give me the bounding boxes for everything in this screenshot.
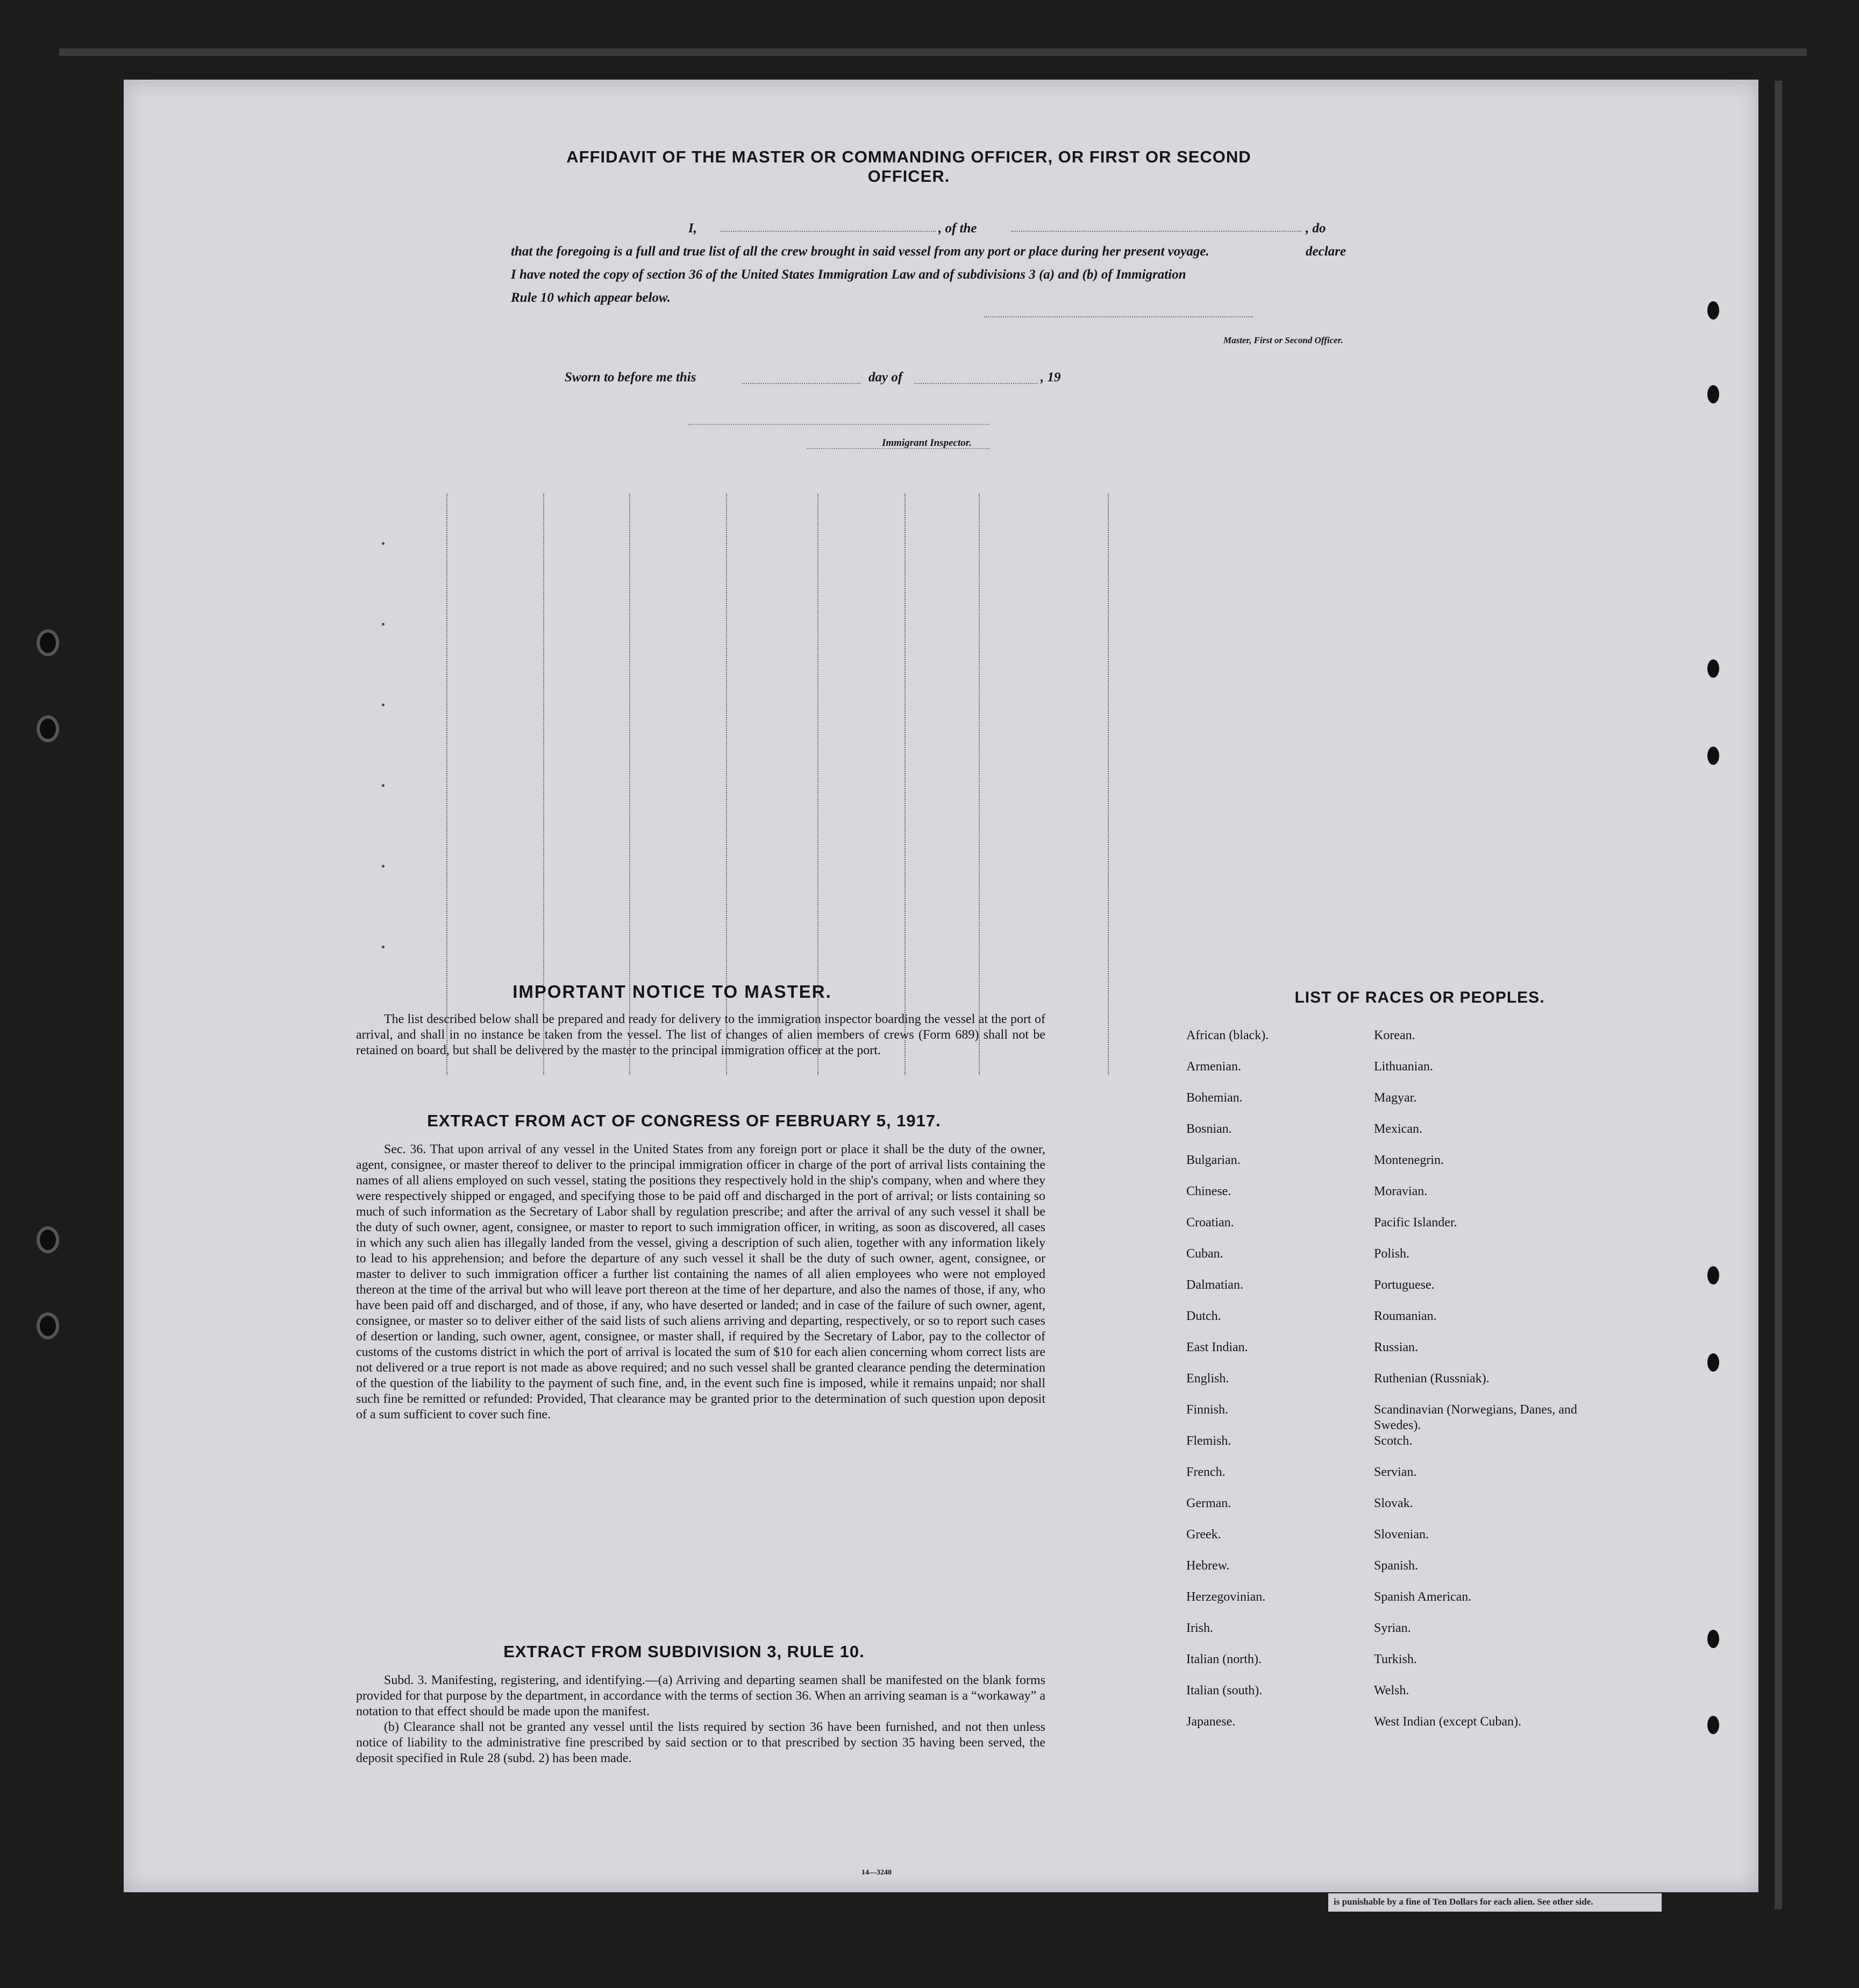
race-item: Syrian. bbox=[1374, 1621, 1411, 1635]
race-item: Bosnian. bbox=[1186, 1122, 1232, 1136]
row-marker bbox=[382, 946, 384, 948]
binder-hole bbox=[37, 1312, 59, 1339]
row-marker bbox=[382, 784, 384, 787]
affidavit-of-the: , of the bbox=[938, 221, 977, 236]
race-item: Welsh. bbox=[1374, 1684, 1409, 1698]
rule-subdivision-b: (b) Clearance shall not be granted any vessel until the lists required by section 36 have been furnished, and not then unless notice of liability to the administrative fine prescribed by said section or to that prescribed by section 35 having been served, the deposit specified in Rule 28 (subd. 2) has been made. bbox=[356, 1720, 1045, 1765]
race-item: Armenian. bbox=[1186, 1060, 1241, 1074]
sworn-day-field[interactable] bbox=[742, 383, 860, 384]
race-item: Russian. bbox=[1374, 1340, 1419, 1354]
race-item: Chinese. bbox=[1186, 1184, 1231, 1198]
inspector-label: Immigrant Inspector. bbox=[882, 437, 972, 449]
race-item: East Indian. bbox=[1186, 1340, 1248, 1354]
affidavit-i: I, bbox=[688, 221, 697, 236]
race-item: Bulgarian. bbox=[1186, 1153, 1241, 1167]
sworn-year: , 19 bbox=[1041, 370, 1061, 385]
manifest-page bbox=[124, 80, 1758, 1892]
rule-subdivision-a: Subd. 3. Manifesting, registering, and identifying.—(a) Arriving and departing seamen shall be manifested on the blank forms provided for that purpose by the department, in accordance with the terms of section 36. When an arriving seaman is a “workaway” a notation to that effect should be made upon the manifest. bbox=[356, 1673, 1045, 1719]
race-item: Polish. bbox=[1374, 1247, 1410, 1261]
race-item: German. bbox=[1186, 1496, 1231, 1510]
race-item: African (black). bbox=[1186, 1028, 1269, 1042]
race-item: French. bbox=[1186, 1465, 1226, 1479]
races-title: LIST OF RACES OR PEOPLES. bbox=[1294, 989, 1545, 1006]
race-item: Scandinavian (Norwegians, Danes, and Swedes). bbox=[1374, 1403, 1577, 1432]
race-item: Spanish. bbox=[1374, 1559, 1419, 1573]
vessel-name-field[interactable] bbox=[1011, 231, 1301, 232]
act-extract-text bbox=[356, 1142, 1045, 1423]
scan-border-top bbox=[59, 48, 1807, 56]
race-item: Lithuanian. bbox=[1374, 1060, 1433, 1074]
race-item: Slovenian. bbox=[1374, 1528, 1429, 1542]
row-marker bbox=[382, 542, 384, 545]
race-item: Magyar. bbox=[1374, 1091, 1417, 1105]
race-item: Mexican. bbox=[1374, 1122, 1422, 1136]
row-marker bbox=[382, 704, 384, 706]
sworn-month-field[interactable] bbox=[914, 383, 1038, 384]
race-item: Dalmatian. bbox=[1186, 1278, 1243, 1292]
officer-signature-field[interactable] bbox=[984, 316, 1253, 317]
footer-note-strip bbox=[1328, 1893, 1662, 1912]
races-left-column bbox=[1186, 1028, 1364, 1745]
footer-note: is punishable by a fine of Ten Dollars for each alien. See other side. bbox=[1334, 1897, 1593, 1907]
binder-hole bbox=[37, 715, 59, 742]
race-item: Dutch. bbox=[1186, 1309, 1221, 1323]
punch-hole bbox=[1707, 1266, 1719, 1284]
race-item: Montenegrin. bbox=[1374, 1153, 1444, 1167]
affidavit-line-4: Rule 10 which appear below. bbox=[511, 290, 671, 305]
race-item: Herzegovinian. bbox=[1186, 1590, 1266, 1604]
punch-hole bbox=[1707, 747, 1719, 765]
race-item: Irish. bbox=[1186, 1621, 1213, 1635]
row-marker bbox=[382, 623, 384, 626]
form-number: 14—3240 bbox=[861, 1869, 892, 1877]
punch-hole bbox=[1707, 385, 1719, 403]
race-item: Roumanian. bbox=[1374, 1309, 1437, 1323]
binder-hole bbox=[37, 1226, 59, 1253]
affidavit-body bbox=[511, 217, 1346, 309]
race-item: Korean. bbox=[1374, 1028, 1415, 1042]
race-item: Servian. bbox=[1374, 1465, 1417, 1479]
race-item: Finnish. bbox=[1186, 1403, 1229, 1417]
race-item: English. bbox=[1186, 1372, 1229, 1386]
race-item: Italian (north). bbox=[1186, 1652, 1262, 1666]
punch-hole bbox=[1707, 659, 1719, 678]
races-right-column bbox=[1374, 1028, 1600, 1745]
race-item: Japanese. bbox=[1186, 1715, 1236, 1729]
officer-name-field[interactable] bbox=[721, 231, 936, 232]
race-item: Flemish. bbox=[1186, 1434, 1231, 1448]
race-item: Turkish. bbox=[1374, 1652, 1417, 1666]
affidavit-line-2: that the foregoing is a full and true list of all the crew brought in said vessel from any port or place during her present voyage. bbox=[511, 244, 1209, 259]
race-item: Scotch. bbox=[1374, 1434, 1413, 1448]
scan-border-right bbox=[1775, 81, 1782, 1909]
affidavit-line-3: I have noted the copy of section 36 of the United States Immigration Law and of subdivisions 3 (a) and (b) of Immigration bbox=[511, 267, 1186, 282]
punch-hole bbox=[1707, 1630, 1719, 1648]
race-item: Hebrew. bbox=[1186, 1559, 1230, 1573]
sworn-prefix: Sworn to before me this bbox=[565, 370, 696, 385]
race-item: Croatian. bbox=[1186, 1216, 1234, 1230]
race-item: Bohemian. bbox=[1186, 1091, 1243, 1105]
race-item: Portuguese. bbox=[1374, 1278, 1435, 1292]
act-extract-title: EXTRACT FROM ACT OF CONGRESS OF FEBRUARY 5, 1917. bbox=[427, 1111, 941, 1130]
column-rule bbox=[1108, 494, 1109, 1075]
race-item: Moravian. bbox=[1374, 1184, 1428, 1198]
notice-text bbox=[356, 1012, 1045, 1059]
punch-hole bbox=[1707, 1716, 1719, 1734]
officer-signature-label: Master, First or Second Officer. bbox=[1223, 335, 1343, 345]
punch-hole bbox=[1707, 301, 1719, 320]
affidavit-title: AFFIDAVIT OF THE MASTER OR COMMANDING OFFICER, OR FIRST OR SECOND OFFICER. bbox=[566, 147, 1251, 186]
rule-extract-title: EXTRACT FROM SUBDIVISION 3, RULE 10. bbox=[503, 1642, 865, 1661]
rule-extract-text bbox=[356, 1673, 1045, 1766]
notice-paragraph: The list described below shall be prepared and ready for delivery to the immigration inspector boarding the vessel at the port of arrival, and shall in no instance be taken from the vessel. The list of changes of alien members of crews (Form 689) shall not be retained on board, but shall be delivered by the master to the principal immigration officer at the port. bbox=[356, 1012, 1045, 1057]
inspector-signature-field[interactable] bbox=[688, 424, 989, 425]
sworn-day-of: day of bbox=[868, 370, 903, 385]
race-item: Pacific Islander. bbox=[1374, 1216, 1457, 1230]
row-marker bbox=[382, 865, 384, 868]
binder-hole bbox=[37, 629, 59, 656]
race-item: Slovak. bbox=[1374, 1496, 1413, 1510]
act-section-36: Sec. 36. That upon arrival of any vessel in the United States from any foreign port or place it shall be the duty of the owner, agent, consignee, or master thereof to deliver to the principal immigration officer in charge of the port of arrival lists containing the names of all aliens employed on such vessel, stating the positions they respectively hold in the ship's company, when and where they were respectively shipped or engaged, and specifying those to be paid off and discharged in the port of arrival; or lists containing so much of such information as the Secretary of Labor shall by regulation prescribe; and after the arrival of any such vessel it shall be the duty of such owner, agent, consignee, or master to report to such immigration officer, in writing, as soon as discovered, all cases in which any such alien has illegally landed from the vessel, giving a description of such alien, together with any information likely to lead to his apprehension; and before the departure of any such vessel it shall be the duty of such owner, agent, consignee, or master to deliver to such immigration officer a further list containing the names of all alien employees who were not employed thereon at the time of the arrival but who will leave port thereon at the time of her departure, and also the names of those, if any, who have been paid off and discharged, and of those, if any, who have deserted or landed; and in case of the failure of such owner, agent, consignee, or master so to deliver either of the said lists of such aliens arriving and departing, respectively, or so to report such cases of desertion or landing, such owner, agent, consignee, or master shall, if required by the Secretary of Labor, pay to the collector of customs of the customs district in which the port of arrival is located the sum of $10 for each alien concerning whom correct lists are not delivered or a true report is not made as above required; and no such vessel shall be granted clearance pending the determination of the question of the liability to the payment of such fine, and, in the event such fine is imposed, while it remains unpaid; nor shall such fine be remitted or refunded: Provided, That clearance may be granted prior to the determination of such question upon deposit of a sum sufficient to cover such fine. bbox=[356, 1142, 1045, 1422]
race-item: Greek. bbox=[1186, 1528, 1221, 1542]
affidavit-declare: , do declare bbox=[1306, 221, 1346, 259]
race-item: West Indian (except Cuban). bbox=[1374, 1715, 1521, 1729]
notice-title: IMPORTANT NOTICE TO MASTER. bbox=[512, 982, 832, 1002]
race-item: Italian (south). bbox=[1186, 1684, 1263, 1698]
race-item: Cuban. bbox=[1186, 1247, 1223, 1261]
race-item: Spanish American. bbox=[1374, 1590, 1472, 1604]
punch-hole bbox=[1707, 1353, 1719, 1372]
sworn-line bbox=[565, 370, 1264, 392]
race-item: Ruthenian (Russniak). bbox=[1374, 1372, 1490, 1386]
